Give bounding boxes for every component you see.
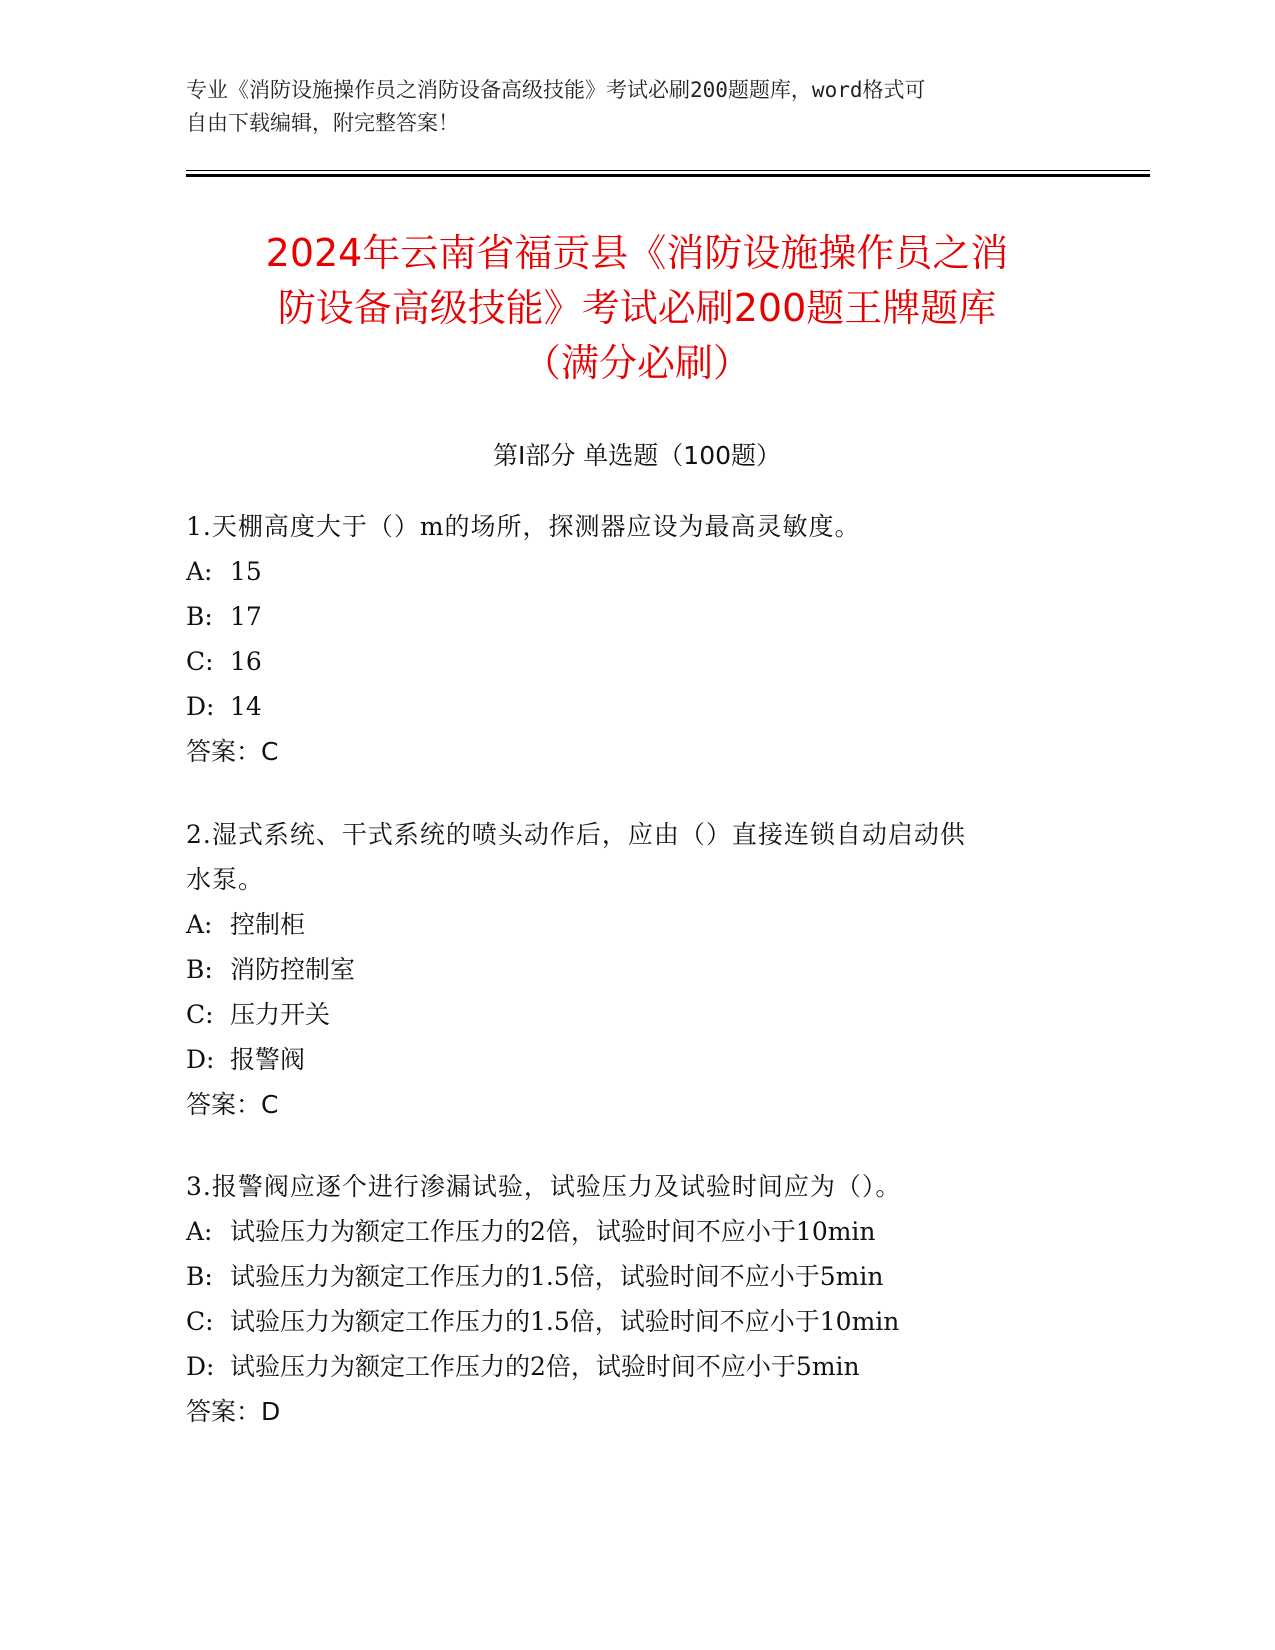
option-text: 试验压力为额定工作压力的2倍，试验时间不应小于10min [230,1217,876,1246]
answer: 答案：D [186,1397,281,1426]
question-stem-line-1: 2.湿式系统、干式系统的喷头动作后，应由（）直接连锁自动启动供 [186,820,966,849]
option-c [186,1299,1076,1344]
option-text: 试验压力为额定工作压力的1.5倍，试验时间不应小于5min [230,1262,884,1291]
option-label: B: [186,1262,213,1291]
option-label: A: [186,910,213,939]
option-text: 消防控制室 [230,955,356,984]
option-text: 17 [230,602,262,631]
option-text: 控制柜 [230,910,306,939]
title-line-1: 2024年云南省福贡县《消防设施操作员之消 [265,231,1009,275]
question-stem: 3.报警阀应逐个进行渗漏试验，试验压力及试验时间应为（）。 [186,1172,902,1201]
option-label: A: [186,1217,213,1246]
option-c [186,639,1076,684]
option-text: 14 [230,692,262,721]
option-label: C: [186,1000,214,1029]
header-note-line-1: 专业《消防设施操作员之消防设备高级技能》考试必刷200题题库，word格式可 [186,78,926,102]
option-text: 试验压力为额定工作压力的1.5倍，试验时间不应小于10min [230,1307,900,1336]
option-d [186,684,1076,729]
option-text: 试验压力为额定工作压力的2倍，试验时间不应小于5min [230,1352,860,1381]
header-note [186,74,1066,140]
option-label: B: [186,602,213,631]
document-title [186,226,1088,391]
option-label: C: [186,647,214,676]
option-b [186,947,1076,992]
title-line-2: 防设备高级技能》考试必刷200题王牌题库 [277,286,997,330]
option-c [186,992,1076,1037]
option-text: 压力开关 [230,1000,331,1029]
option-label: D: [186,692,215,721]
option-d [186,1344,1076,1389]
question-2 [186,812,1076,1127]
header-divider-thick [186,174,1150,177]
answer: 答案：C [186,1090,279,1119]
option-label: D: [186,1045,215,1074]
option-text: 16 [230,647,262,676]
question-1 [186,504,1076,774]
option-text: 15 [230,557,262,586]
option-label: B: [186,955,213,984]
option-a [186,549,1076,594]
header-note-line-2: 自由下载编辑，附完整答案！ [186,111,459,135]
option-label: D: [186,1352,215,1381]
question-3 [186,1164,1076,1434]
option-label: A: [186,557,213,586]
header-divider-thin [186,170,1150,171]
option-text: 报警阀 [230,1045,306,1074]
answer: 答案：C [186,737,279,766]
option-b [186,594,1076,639]
option-a [186,902,1076,947]
question-stem-line-2: 水泵。 [186,865,265,894]
option-d [186,1037,1076,1082]
option-a [186,1209,1076,1254]
section-heading: 第Ⅰ部分 单选题（100题） [492,441,782,470]
option-b [186,1254,1076,1299]
option-label: C: [186,1307,214,1336]
question-stem: 1.天棚高度大于（）m的场所，探测器应设为最高灵敏度。 [186,512,861,541]
title-line-3: （满分必刷） [522,341,751,385]
